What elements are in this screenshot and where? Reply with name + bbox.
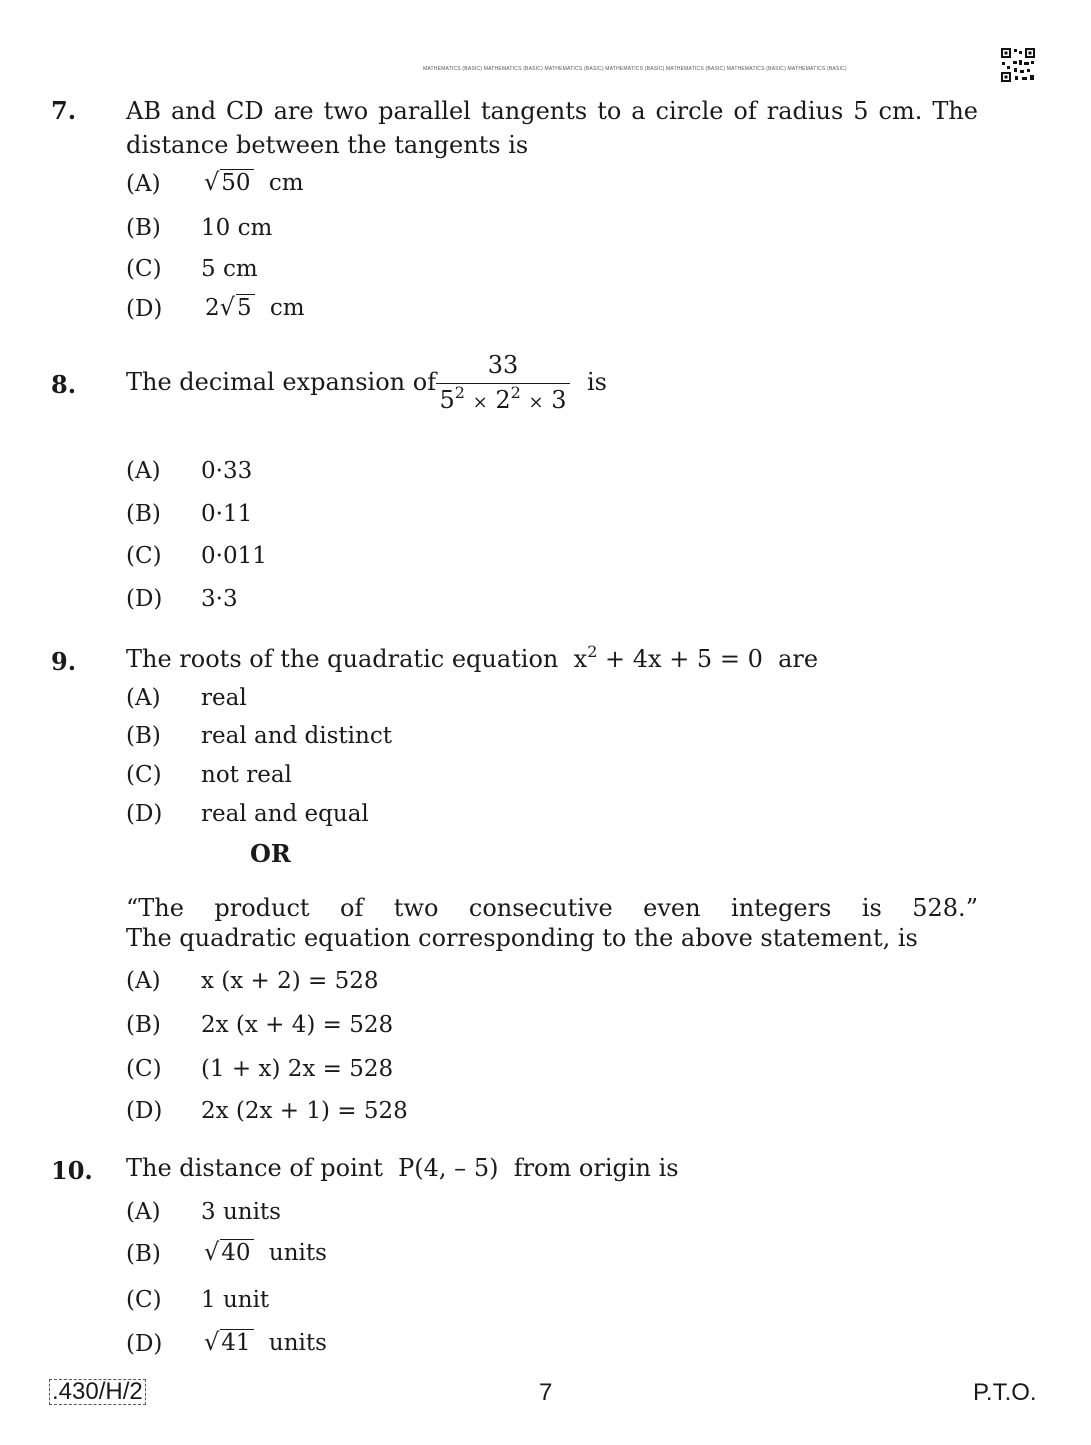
word: of: [340, 894, 364, 922]
option-label: (C): [126, 543, 162, 569]
alternative-question-line: [126, 891, 978, 925]
coefficient: 2: [205, 295, 220, 321]
unit: units: [268, 1330, 327, 1356]
word: consecutive: [468, 894, 613, 922]
radicand: 40: [220, 1239, 253, 1266]
unit: cm: [269, 295, 305, 321]
question-number: 9.: [51, 647, 77, 676]
fraction-denominator: $5^2 \times 2^2 \times 3$: [439, 383, 567, 414]
option-b-text: 2x (x + 4) = 528: [201, 1012, 394, 1038]
option-label: (C): [126, 1287, 162, 1313]
or-divider: OR: [250, 839, 291, 868]
option-c-text: 1 unit: [201, 1287, 270, 1313]
option-c-text: 5 cm: [201, 256, 258, 282]
question-text: AB and CD are two parallel tangents to a circle of radius 5 cm. The distance between the tangents is: [126, 97, 978, 159]
option-b-text: 10 cm: [201, 215, 273, 241]
question-number: 10.: [51, 1156, 93, 1185]
question-number: 7.: [51, 96, 77, 125]
option-label: (A): [126, 968, 161, 994]
word: two: [393, 894, 439, 922]
word: integers: [731, 894, 832, 922]
option-a-text: 3 units: [201, 1199, 281, 1225]
qr-code-icon: [1000, 47, 1036, 83]
option-d-text: [205, 293, 305, 321]
radicand: 50: [220, 169, 253, 196]
option-d-text: real and equal: [201, 801, 369, 827]
question-text: The distance of point P(4, – 5) from origin is: [126, 1154, 679, 1182]
option-label: (D): [126, 1098, 163, 1124]
option-b-text: 0·11: [201, 501, 253, 527]
option-label: (B): [126, 501, 161, 527]
option-label: (B): [126, 1241, 161, 1267]
pto-label: P.T.O.: [973, 1379, 1037, 1406]
question-number: 8.: [51, 370, 77, 399]
option-label: (B): [126, 1012, 161, 1038]
word: product: [214, 894, 310, 922]
option-label: (A): [126, 1199, 161, 1225]
header-watermark: MATHEMATICS (BASIC) MATHEMATICS (BASIC) MATHEMATICS (BASIC) MATHEMATICS (BASIC) MATHEMATICS (BASIC) MATHEMATICS (BASIC) MATHEMATICS (BASIC): [423, 66, 847, 72]
option-d-text: [204, 1328, 327, 1356]
equation: $x^2 + 4x + 5 = 0$: [573, 642, 763, 673]
word: even: [643, 894, 701, 922]
option-label: (C): [126, 1056, 162, 1082]
option-label: (A): [126, 458, 161, 484]
fraction: [436, 351, 570, 414]
radicand: 5: [236, 294, 255, 321]
option-a-text: 0·33: [201, 458, 253, 484]
option-label: (A): [126, 685, 161, 711]
option-b-text: real and distinct: [201, 723, 392, 749]
option-label: (B): [126, 723, 161, 749]
option-a-text: x (x + 2) = 528: [201, 968, 379, 994]
question-text-suffix: is: [587, 368, 607, 396]
option-label: (A): [126, 171, 161, 197]
square-root: √5: [220, 293, 255, 321]
word: “The: [126, 894, 184, 922]
option-a-text: [204, 168, 304, 196]
option-d-text: 2x (2x + 1) = 528: [201, 1098, 408, 1124]
option-a-text: real: [201, 685, 247, 711]
option-label: (D): [126, 296, 163, 322]
option-b-text: [204, 1238, 327, 1266]
option-label: (C): [126, 256, 162, 282]
square-root: √50: [204, 168, 254, 196]
word: 528.”: [912, 894, 978, 922]
option-c-text: 0·011: [201, 543, 267, 569]
word: is: [861, 894, 882, 922]
radicand: 41: [220, 1329, 253, 1356]
question-text: The decimal expansion of: [126, 368, 437, 396]
option-label: (C): [126, 762, 162, 788]
square-root: √40: [204, 1238, 254, 1266]
question-text: The roots of the quadratic equation $x^2 + 4x + 5 = 0$ are: [126, 642, 819, 673]
unit: units: [268, 1240, 327, 1266]
fraction-numerator: 33: [436, 351, 570, 384]
option-label: (B): [126, 215, 161, 241]
option-c-text: not real: [201, 762, 292, 788]
alternative-question-text: The quadratic equation corresponding to the above statement, is: [126, 924, 918, 952]
page-number: 7: [539, 1379, 553, 1406]
option-label: (D): [126, 586, 163, 612]
option-d-text: 3·3: [201, 586, 238, 612]
square-root: √41: [204, 1328, 254, 1356]
option-c-text: (1 + x) 2x = 528: [201, 1056, 394, 1082]
option-label: (D): [126, 1331, 163, 1357]
unit: cm: [268, 170, 304, 196]
option-label: (D): [126, 801, 163, 827]
paper-code: .430/H/2: [49, 1379, 146, 1405]
